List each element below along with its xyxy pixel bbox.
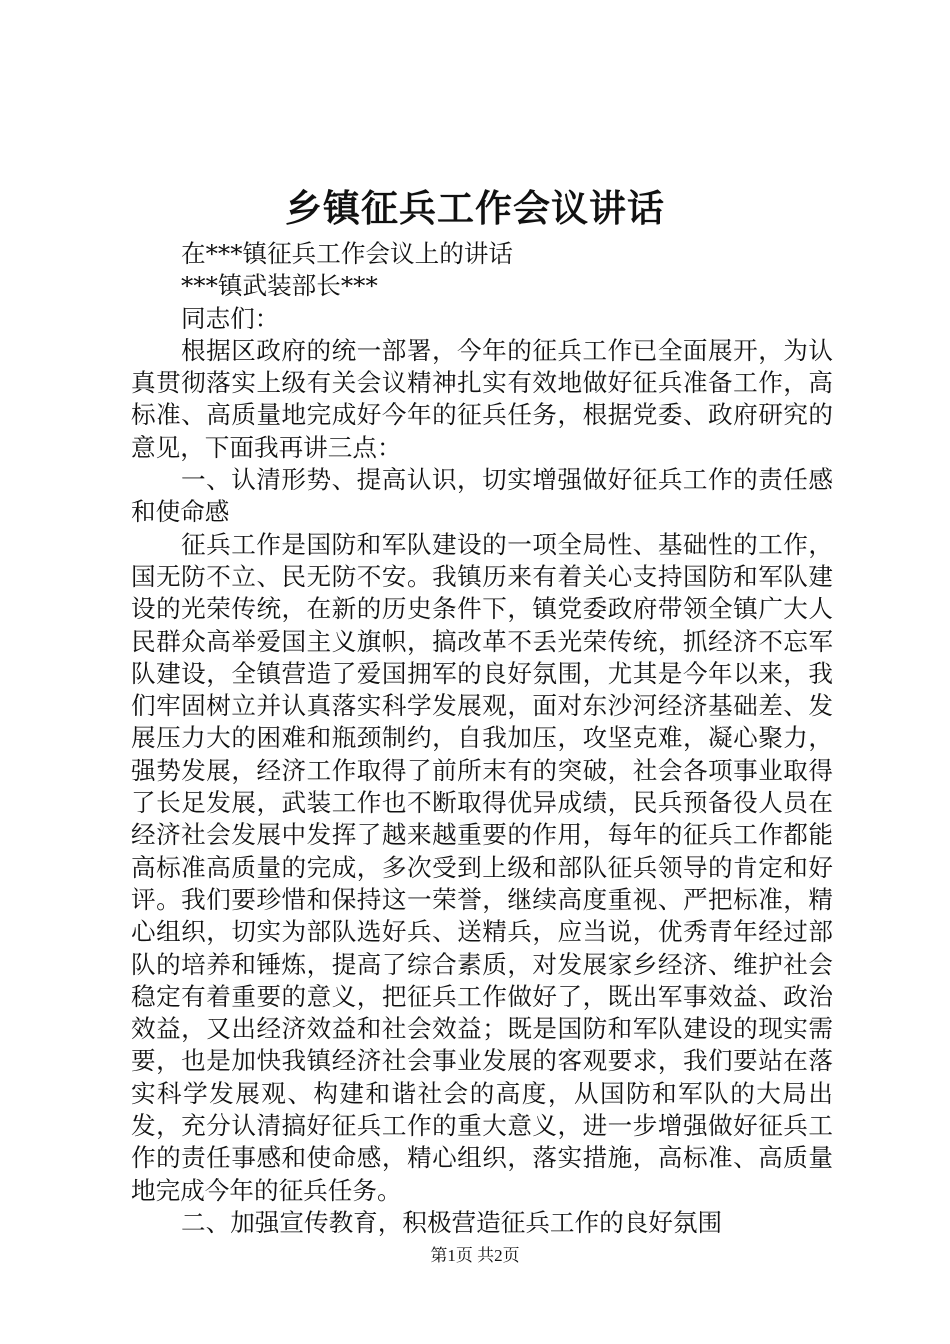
- section-heading-2: 二、加强宣传教育，积极营造征兵工作的良好氛围: [181, 1207, 723, 1237]
- salutation-paragraph: 同志们：: [181, 303, 280, 333]
- intro-paragraph: 根据区政府的统一部署，今年的征兵工作已全面展开，为认真贯彻落实上级有关会议精神扎实有效地做好征兵准备工作，高标准、高质量地完成好今年的征兵任务，根据党委、政府研究的意见，下面我再讲三点：: [131, 335, 833, 462]
- document-body: [131, 238, 833, 1239]
- document-title: 乡镇征兵工作会议讲话: [285, 186, 665, 230]
- speaker-paragraph: ***镇武装部长***: [181, 271, 378, 301]
- body-paragraph: 征兵工作是国防和军队建设的一项全局性、基础性的工作，国无防不立、民无防不安。我镇历来有着关心支持国防和军队建设的光荣传统，在新的历史条件下，镇党委政府带领全镇广大人民群众高举爱国主义旗帜，搞改革不丢光荣传统，抓经济不忘军队建设，全镇营造了爱国拥军的良好氛围，尤其是今年以来，我们牢固树立并认真落实科学发展观，面对东沙河经济基础差、发展压力大的困难和瓶颈制约，自我加压，攻坚克难，凝心聚力，强势发展，经济工作取得了前所末有的突破，社会各项事业取得了长足发展，武装工作也不断取得优异成绩，民兵预备役人员在经济社会发展中发挥了越来越重要的作用，每年的征兵工作都能高标准高质量的完成，多次受到上级和部队征兵领导的肯定和好评。我们要珍惜和保持这一荣誉，继续高度重视、严把标准，精心组织，切实为部队选好兵、送精兵，应当说，优秀青年经过部队的培养和锤炼，提高了综合素质，对发展家乡经济、维护社会稳定有着重要的意义，把征兵工作做好了，既出军事效益、政治效益，又出经济效益和社会效益；既是国防和军队建设的现实需要，也是加快我镇经济社会事业发展的客观要求，我们要站在落实科学发展观、构建和谐社会的高度，从国防和军队的大局出发，充分认清搞好征兵工作的重大意义，进一步增强做好征兵工作的责任事感和使命感，精心组织，落实措施，高标准、高质量地完成今年的征兵任务。: [131, 529, 833, 1205]
- subtitle-paragraph: 在***镇征兵工作会议上的讲话: [181, 239, 514, 268]
- section-heading-1: 一、认清形势、提高认识，切实增强做好征兵工作的责任感和使命感: [131, 465, 833, 527]
- page-number-footer: 第1页 共2页: [430, 1246, 520, 1265]
